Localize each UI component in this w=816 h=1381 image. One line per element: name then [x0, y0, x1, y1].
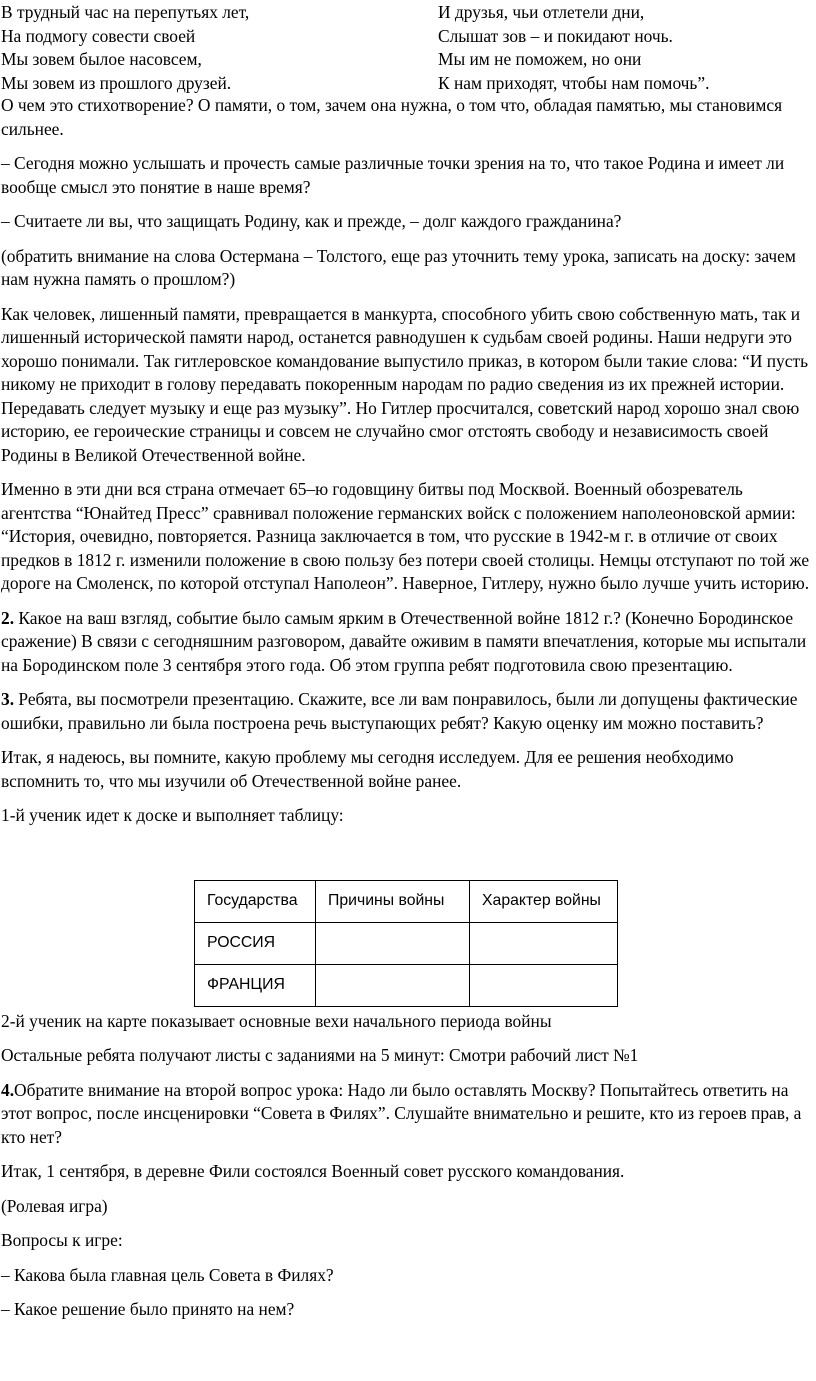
poem-line: Мы зовем из прошлого друзей.: [1, 72, 232, 93]
poem-column-right: [438, 1, 709, 95]
section-text: Какое на ваш взгляд, событие было самым ярким в Отечественной войне 1812 г.? (Конечно Бородинское сражение) В связи с сегодняшним разговором, давайте оживим в памяти впечатления, которые мы испытали на Бородинском поле 3 сентября этого года. Об этом группа ребят подготовила свою презентацию.: [1, 607, 807, 675]
table-cell: [470, 964, 618, 1006]
document-page: [1, 0, 813, 1333]
war-comparison-table: [194, 880, 618, 1007]
poem-line: Слышат зов – и покидают ночь.: [438, 25, 673, 46]
table-cell: [470, 922, 618, 964]
paragraph-historical-memory: Как человек, лишенный памяти, превращается в манкурта, способного убить свою собственную мать, так и лишенный исторической памяти народ, останется равнодушен к судьбам своей родины. Наши недруги это хорошо понимали. Так гитлеровское командование выпустило приказ, в котором были такие слова: “И пусть никому не приходит в голову передавать покоренным народам по радио сведения из их прежней истории. Передавать следует музыку и еще раз музыку”. Но Гитлер просчитался, советский народ хорошо знал свою историю, ее героические страницы и совсем не случайно смог отстоять свободу и независимость своей Родины в Великой Отечественной войне.: [1, 303, 808, 465]
table-cell: ФРАНЦИЯ: [195, 964, 316, 1006]
paragraph-game-questions: Вопросы к игре:: [1, 1230, 123, 1250]
paragraph-poem-meaning: О чем это стихотворение? О памяти, о том, зачем она нужна, о том что, обладая памятью, мы становимся сильнее.: [1, 95, 783, 139]
paragraph-section-3: [1, 688, 813, 735]
poem-line: Мы им не поможем, но они: [438, 49, 642, 69]
section-number: 2.: [1, 607, 15, 628]
paragraph-student-1: 1-й ученик идет к доске и выполняет таблицу:: [1, 805, 344, 825]
table-header-cell: Причины войны: [316, 880, 470, 922]
paragraph-moscow-battle: Именно в эти дни вся страна отмечает 65–ю годовщину битвы под Москвой. Военный обозреватель агентства “Юнайтед Пресс” сравнивал положение германских войск с положением наполеоновской армии: “История, очевидно, повторяется. Разница заключается в том, что русские в 1942-м г. в отличие от своих предков в 1812 г. изменили положение в свою пользу без потери своей столицы. Немцы отступают по той же дороге на Смоленск, по которой отступал Наполеон”. Наверное, Гитлеру, нужно было лучше учить историю.: [1, 479, 810, 593]
paragraph-question-goal: – Какова была главная цель Совета в Филях?: [1, 1264, 334, 1285]
paragraph-section-4: [1, 1079, 813, 1150]
paragraph-motherland-views: – Сегодня можно услышать и прочесть самые различные точки зрения на то, что такое Родина и имеет ли вообще смысл это понятие в наше время?: [1, 153, 785, 197]
table-header-cell: Характер войны: [470, 880, 618, 922]
paragraph-teacher-note: (обратить внимание на слова Остермана – Толстого, еще раз уточнить тему урока, записать на доску: зачем нам нужна память о прошлом?): [1, 245, 796, 289]
section-text: Ребята, вы посмотрели презентацию. Скажите, все ли вам понравилось, были ли допущены фактические ошибки, правильно ли была построена речь выступающих ребят? Какую оценку им можно поставить?: [1, 689, 798, 733]
section-text: Обратите внимание на второй вопрос урока: Надо ли было оставлять Москву? Попытайтесь ответить на этот вопрос, после инсценировки “Совета в Филях”. Слушайте внимательно и решите, кто из героев прав, а кто нет?: [1, 1079, 802, 1147]
table-row: [195, 964, 618, 1006]
paragraph-defend-question: – Считаете ли вы, что защищать Родину, как и прежде, – долг каждого гражданина?: [1, 211, 622, 231]
paragraph-student-2: 2-й ученик на карте показывает основные вехи начального периода войны: [1, 1010, 552, 1031]
spacer: [1, 839, 813, 880]
paragraph-role-play: (Ролевая игра): [1, 1195, 108, 1216]
paragraph-section-2: [1, 607, 813, 678]
table-cell: [316, 922, 470, 964]
poem-line: К нам приходят, чтобы нам помочь”.: [438, 72, 710, 93]
table-header-cell: Государства: [195, 880, 316, 922]
section-number: 4.: [1, 1079, 15, 1100]
paragraph-fili-council: Итак, 1 сентября, в деревне Фили состоялся Военный совет русского командования.: [1, 1161, 625, 1181]
poem-line: На подмогу совести своей: [1, 25, 196, 46]
poem-line: Мы зовем былое насовсем,: [1, 49, 202, 69]
table-header-row: [195, 880, 618, 922]
poem-column-left: [1, 1, 249, 95]
poem-line: В трудный час на перепутьях лет,: [1, 2, 250, 22]
table-row: [195, 922, 618, 964]
poem-line: И друзья, чьи отлетели дни,: [438, 2, 645, 22]
section-number: 3.: [1, 689, 15, 709]
paragraph-question-decision: – Какое решение было принято на нем?: [1, 1299, 295, 1319]
poem-block: [1, 0, 813, 94]
table-cell: РОССИЯ: [195, 922, 316, 964]
paragraph-problem-recall: Итак, я надеюсь, вы помните, какую проблему мы сегодня исследуем. Для ее решения необходимо вспомнить то, что мы изучили об Отечественной войне ранее.: [1, 747, 734, 791]
paragraph-worksheet: Остальные ребята получают листы с заданиями на 5 минут: Смотри рабочий лист №1: [1, 1045, 639, 1065]
table-cell: [316, 964, 470, 1006]
